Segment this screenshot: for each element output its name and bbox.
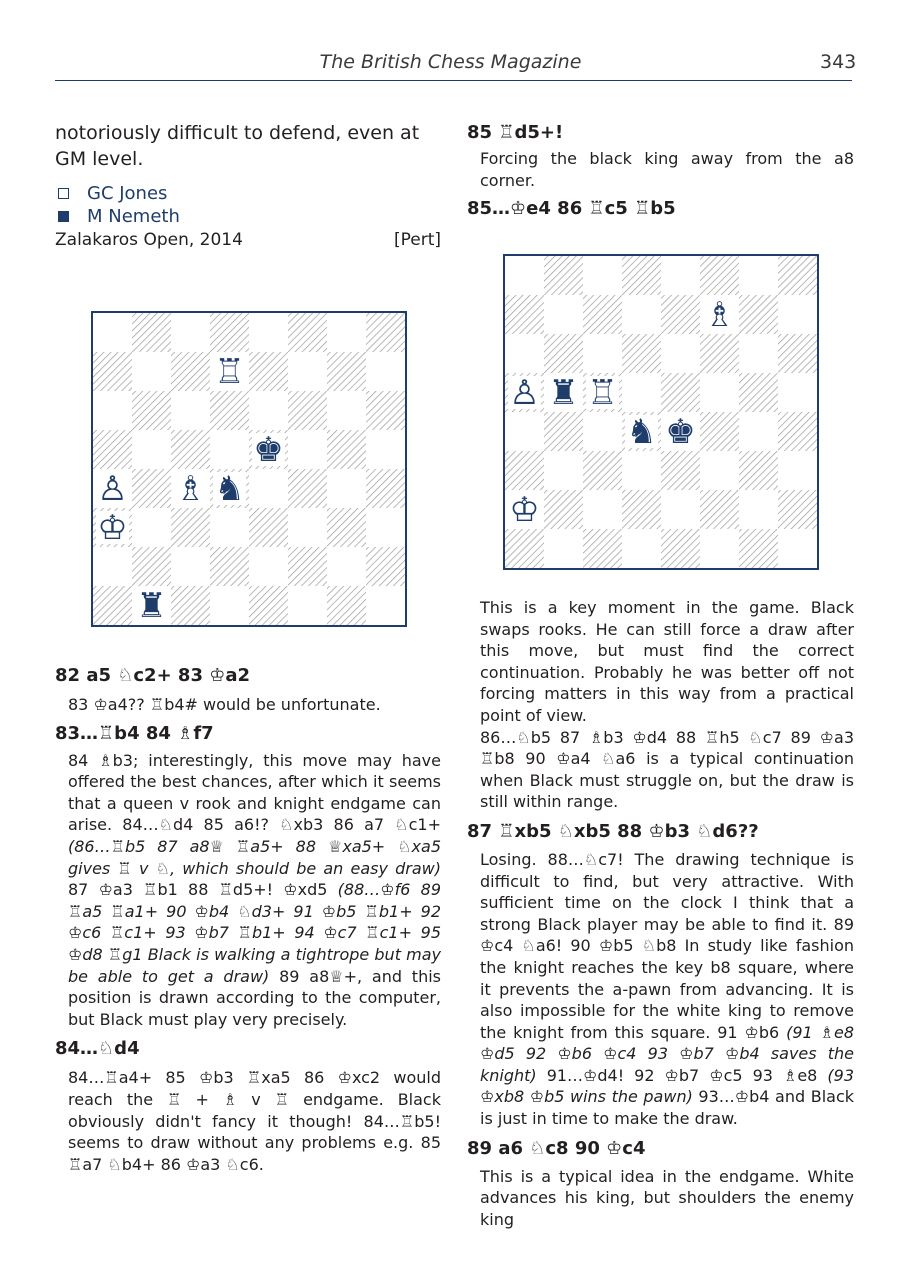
white-bishop-icon: ♗ [704,295,735,336]
note-2e: 89 a8♕+, and this position is drawn according to the computer, but Black must play very precisely. [68,966,441,1029]
light-square [622,295,661,334]
light-square [288,586,327,625]
light-square [366,352,405,391]
light-square [132,352,171,391]
dark-square [171,586,210,625]
dark-square [288,547,327,586]
lead-text: notoriously difficult to defend, even at GM level. [55,122,420,170]
dark-square [327,352,366,391]
dark-square [288,469,327,508]
black-square-icon [58,211,69,222]
light-square [93,313,132,352]
dark-square [171,352,210,391]
black-player [55,205,441,228]
light-square [288,352,327,391]
white-rook-icon: ♖ [587,373,618,414]
light-square [583,412,622,451]
dark-square [132,313,171,352]
dark-square [700,412,739,451]
light-square [210,586,249,625]
light-square [700,529,739,568]
black-knight-icon: ♞ [214,469,245,510]
light-square [366,430,405,469]
dark-square [700,334,739,373]
dark-square [505,295,544,334]
left-column [55,120,441,250]
note-7 [467,849,854,1130]
white-king-icon: ♔ [97,508,128,549]
light-square [622,373,661,412]
note-2b: (86…♖b5 87 a8♕ ♖a5+ 88 ♕xa5+ ♘xa5 gives ♖ v ♘, which should be an easy draw) [68,836,441,878]
running-header-title: The British Chess Magazine [319,51,582,73]
right-column-lower [467,597,854,1230]
dark-square [366,469,405,508]
move-heading-7: 89 a6 ♘c8 90 ♔c4 [467,1137,646,1159]
dark-square [700,256,739,295]
dark-square [583,451,622,490]
note-3: 84…♖a4+ 85 ♔b3 ♖xa5 86 ♔xc2 would reach the ♖ + ♗ v ♖ endgame. Black obviously didn't fancy it though! 84…♖b5! seems to draw without any problems e.g. 85 ♖a7 ♘b4+ 86 ♔a3 ♘c6. [68,1068,441,1174]
dark-square [132,391,171,430]
note-7b: (91 ♗e8 ♔d5 92 ♔b6 ♔c4 93 ♔b7 ♔b4 saves the knight) [480,1022,855,1085]
white-player [55,182,441,205]
dark-square [778,412,817,451]
light-square [505,334,544,373]
note-2a: 84 ♗b3; interestingly, this move may have offered the best chances, after which it seems that a queen v rook and knight endgame can arise. 84…♘d4 85 a6!? ♘xb3 86 a7 ♘c1+ [68,750,441,835]
light-square [544,529,583,568]
light-square [366,508,405,547]
light-square [249,313,288,352]
header-rule [55,80,852,81]
black-rook-icon: ♜ [548,373,579,414]
light-square [93,391,132,430]
dark-square [288,313,327,352]
light-square [171,313,210,352]
dark-square [210,547,249,586]
light-square [622,529,661,568]
left-column-lower [55,663,441,1175]
dark-square [249,352,288,391]
black-king-icon: ♚ [253,430,284,471]
white-pawn-icon: ♙ [509,373,540,414]
dark-square [132,469,171,508]
light-square [171,391,210,430]
dark-square [739,451,778,490]
dark-square [171,508,210,547]
dark-square [778,490,817,529]
dark-square [327,508,366,547]
black-rook-icon: ♜ [136,586,167,625]
move-heading-4: 85 ♖d5+! [467,122,564,143]
chess-board-1 [93,313,405,625]
white-pawn-icon: ♙ [97,469,128,510]
light-square [93,547,132,586]
black-king-icon: ♚ [665,412,696,453]
event-line [55,230,441,250]
light-square [739,412,778,451]
dark-square [661,295,700,334]
page-number: 343 [820,51,857,73]
light-square [132,508,171,547]
white-bishop-icon: ♗ [175,469,206,510]
black-player-name: M Nemeth [87,206,180,227]
note-7e: 93…♔b4 and Black is just in time to make the draw. [480,1087,855,1129]
dark-square [622,490,661,529]
dark-square [327,586,366,625]
dark-square [700,490,739,529]
light-square [583,334,622,373]
dark-square [288,391,327,430]
note-7a: Losing. 88…♘c7! The drawing technique is difficult to find, but very attractive. With sufficient time on the clock I think that a strong Black player may be able to find it. 89 ♔c4 ♘a6! 90 ♔b5 ♘b8 In study like fashion the knight reaches the key b8 square, where it prevents the a-pawn from advancing. It is also impossible for the white king to remove the knight from this square. 91 ♔b6 [480,849,854,1042]
chess-diagram-1 [91,311,407,627]
dark-square [739,373,778,412]
right-column [467,120,854,221]
dark-square [544,412,583,451]
note-5: This is a key moment in the game. Black swaps rooks. He can still force a draw after this move, but must find the correct continuation. Probably he was better off not forcing matters in this way from a practical point of view. [480,598,854,725]
light-square [778,529,817,568]
move-heading-1: 82 a5 ♘c2+ 83 ♔a2 [55,665,251,686]
dark-square [778,334,817,373]
dark-square [739,529,778,568]
dark-square [583,529,622,568]
note-6: 86…♘b5 87 ♗b3 ♔d4 88 ♖h5 ♘c7 89 ♔a3 ♖b8 90 ♔a4 ♘a6 is a typical continuation when Black must struggle on, but the draw is still within range. [480,727,854,812]
dark-square [661,529,700,568]
light-square [288,430,327,469]
chess-diagram-2 [503,254,819,570]
light-square [739,334,778,373]
note-7c: 91…♔d4! 92 ♔b7 ♔c5 93 ♗e8 [536,1065,828,1085]
dark-square [505,529,544,568]
light-square [327,547,366,586]
dark-square [93,586,132,625]
dark-square [171,430,210,469]
light-square [583,256,622,295]
note-7d: (93 ♔xb8 ♔b5 wins the pawn) [480,1065,854,1107]
white-player-name: GC Jones [87,183,168,204]
light-square [778,451,817,490]
dark-square [249,508,288,547]
dark-square [132,547,171,586]
dark-square [544,256,583,295]
light-square [171,547,210,586]
light-square [249,469,288,508]
white-square-icon [58,188,69,199]
white-king-icon: ♔ [509,490,540,531]
light-square [366,586,405,625]
light-square [778,373,817,412]
light-square [622,451,661,490]
note-2c: 87 ♔a3 ♖b1 88 ♖d5+! ♔xd5 [68,880,338,900]
light-square [583,490,622,529]
move-heading-3: 84…♘d4 [55,1038,140,1060]
note-2 [55,750,441,1031]
light-square [661,334,700,373]
light-square [544,451,583,490]
dark-square [778,256,817,295]
dark-square [661,451,700,490]
chess-board-2 [505,256,817,568]
dark-square [505,451,544,490]
move-heading-2: 83…♖b4 84 ♗f7 [55,722,214,744]
black-knight-icon: ♞ [626,412,657,453]
dark-square [210,313,249,352]
dark-square [583,295,622,334]
light-square [505,256,544,295]
dark-square [249,586,288,625]
dark-square [366,547,405,586]
light-square [210,430,249,469]
note-2d: (88…♔f6 89 ♖a5 ♖a1+ 90 ♔b4 ♘d3+ 91 ♔b5 ♖b1+ 92 ♔c6 ♖c1+ 93 ♔b7 ♖b1+ 94 ♔c7 ♖c1+ 95 ♔d8 ♖g1 Black is walking a tightrope but may be able to get a draw) [68,880,442,986]
move-heading-6: 87 ♖xb5 ♘xb5 88 ♔b3 ♘d6?? [467,820,759,842]
light-square [661,490,700,529]
dark-square [544,490,583,529]
dark-square [622,334,661,373]
dark-square [739,295,778,334]
dark-square [366,391,405,430]
move-heading-5: 85…♔e4 86 ♖c5 ♖b5 [467,198,676,220]
light-square [778,295,817,334]
dark-square [327,430,366,469]
light-square [327,469,366,508]
light-square [210,508,249,547]
light-square [327,313,366,352]
light-square [544,295,583,334]
annotator: [Pert] [393,230,441,250]
event-name: Zalakaros Open, 2014 [55,230,243,250]
white-rook-icon: ♖ [214,352,245,393]
light-square [739,490,778,529]
light-square [249,547,288,586]
note-4: Forcing the black king away from the a8 corner. [480,149,854,190]
dark-square [661,373,700,412]
light-square [505,412,544,451]
light-square [700,451,739,490]
light-square [249,391,288,430]
light-square [739,256,778,295]
light-square [661,256,700,295]
dark-square [93,352,132,391]
dark-square [366,313,405,352]
light-square [700,373,739,412]
note-1: 83 ♔a4?? ♖b4# would be unfortunate. [68,695,381,714]
light-square [327,391,366,430]
dark-square [622,256,661,295]
light-square [288,508,327,547]
dark-square [93,430,132,469]
light-square [132,430,171,469]
note-8: This is a typical idea in the endgame. White advances his king, but shoulders the enemy king [480,1166,854,1229]
dark-square [544,334,583,373]
dark-square [210,391,249,430]
